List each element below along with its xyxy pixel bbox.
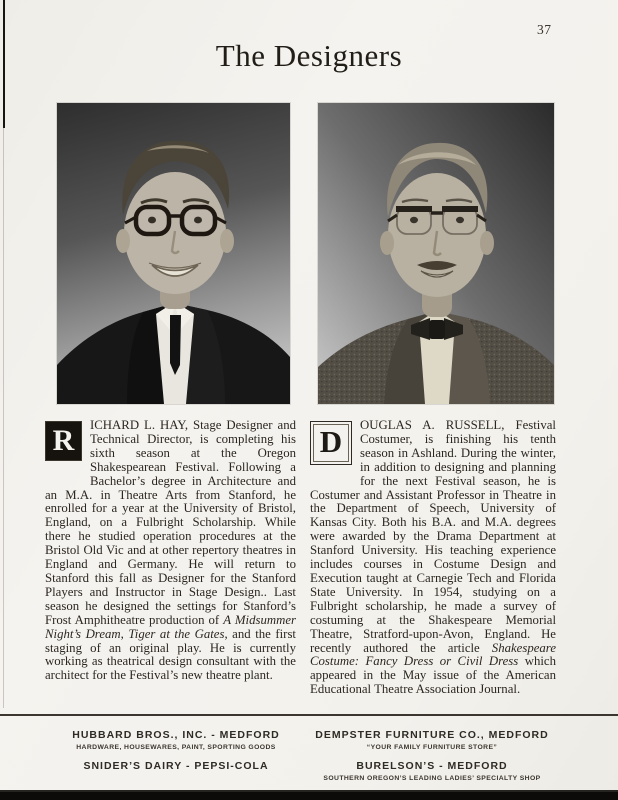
- page-number: 37: [537, 22, 552, 37]
- portrait-russell-illustration: [318, 103, 554, 404]
- footer-ads-left: [45, 729, 307, 772]
- portrait-hay-illustration: [57, 103, 290, 404]
- bio-paragraph-russell: [310, 419, 556, 697]
- bio-text: which appeared in the May issue of the American Educational Theatre Association Journal.: [310, 654, 556, 697]
- scan-bottom-edge-artifact: [0, 790, 618, 800]
- bio-paragraph-hay: [45, 419, 296, 683]
- bio-text: OUGLAS A. RUSSELL, Festival Costumer, is finishing his tenth season in Ashland. During the winter, in addition to designing and planning for the next Festival season, he is Costumer and Assistant Professor in Theatre in the Department of Speech, University of Kansas City. Both his B.A. and M.A. degrees were awarded by the Drama Department at Stanford University. His teaching experience includes courses in Costume Design and Execution taught at Carnegie Tech and Florida State University. In 1954, studying on a Fulbright scholarship, he made a survey of costuming at the Shakespeare Memorial Theatre, Stratford-upon-Avon, England. He recently authored the article: [310, 418, 556, 655]
- ad-dempster-furniture: DEMPSTER FURNITURE CO., MEDFORD: [315, 729, 549, 741]
- ad-hubbard-tagline: HARDWARE, HOUSEWARES, PAINT, SPORTING GOODS: [76, 744, 276, 751]
- play-title: Tiger at the Gates: [128, 626, 225, 641]
- footer-ads-right: [306, 729, 558, 782]
- bio-text: ICHARD L. HAY, Stage Designer and Technical Director, is completing his sixth season at the Oregon Shakespearean Festival. Following a Bachelor’s degree in Architecture and an M.A. in Theatre Arts from Stanford, he enrolled for a year at the University of Bristol, England, on a Fulbright Scholarship. While there he studied operation procedures at the Bristol Old Vic and at other repertory theatres in England and Germany. He will return to Stanford this fall as Designer for the Stanford Players and Instructor in Stage Design.. Last season he designed the settings for Stanford’s Frost Amphitheatre production of: [45, 418, 296, 627]
- ad-hubbard-bros: HUBBARD BROS., INC. - MEDFORD: [72, 729, 280, 741]
- ad-burelsons: BURELSON’S - MEDFORD: [356, 760, 508, 772]
- article-title: Shakespeare Costume: Fancy Dress or Civil Dress: [310, 640, 556, 669]
- dropcap-letter-d: D: [310, 421, 352, 465]
- play-title: A Midsummer Night’s Dream: [45, 612, 296, 641]
- bio-text: , and the first staging of an original play. He is currently working as theatrical design consultant with the architect for the Festival’s new theatre plant.: [45, 626, 296, 683]
- portrait-photo-douglas-russell: [318, 103, 554, 404]
- ad-burelson-tagline: SOUTHERN OREGON’S LEADING LADIES’ SPECIALTY SHOP: [323, 775, 541, 782]
- ad-sniders-dairy: SNIDER’S DAIRY - PEPSI-COLA: [83, 760, 269, 772]
- footer-divider-rule: [0, 714, 618, 716]
- portrait-photo-richard-hay: [57, 103, 290, 404]
- bio-richard-hay: [45, 419, 296, 683]
- bio-douglas-russell: [310, 419, 556, 697]
- dropcap-letter-r: R: [45, 421, 82, 461]
- bio-text: ,: [120, 626, 129, 641]
- ad-dempster-tagline: “YOUR FAMILY FURNITURE STORE”: [366, 744, 498, 751]
- page-title: The Designers: [215, 38, 403, 73]
